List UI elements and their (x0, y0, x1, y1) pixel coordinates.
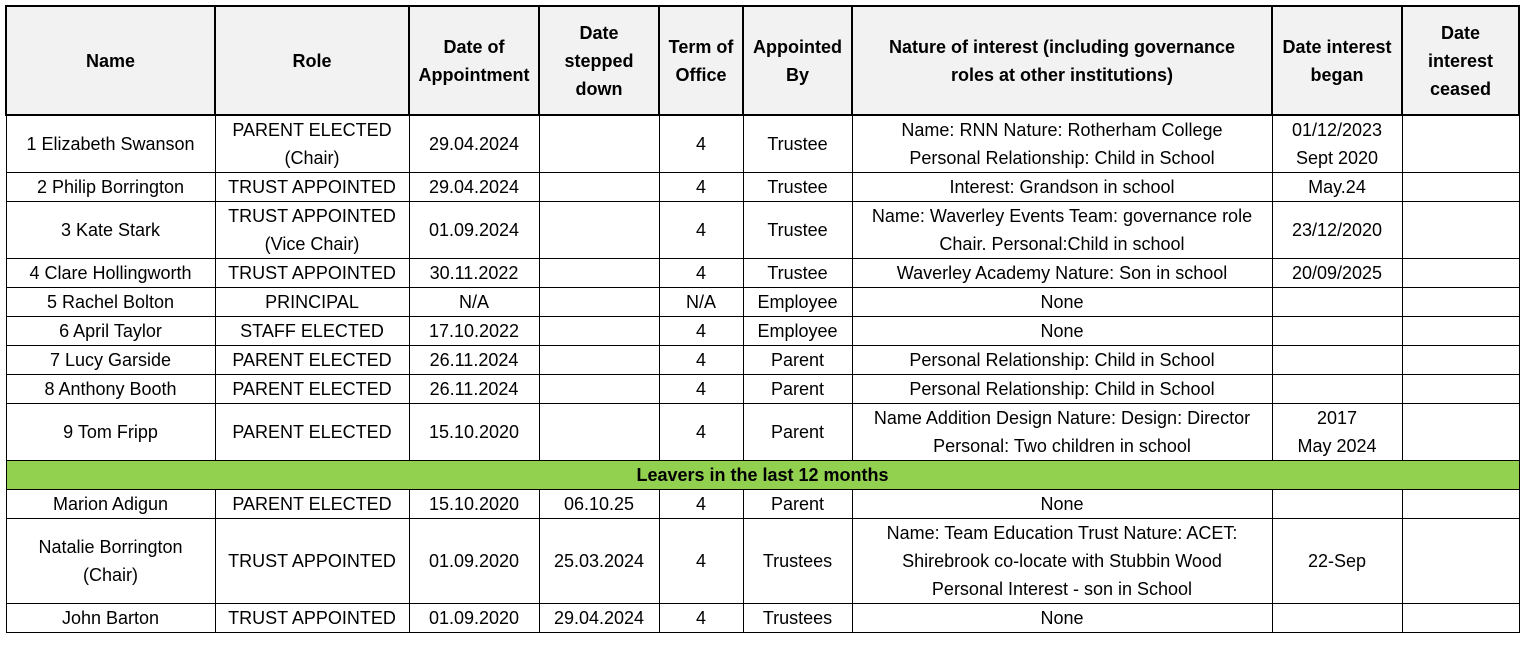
header-date-stepped-down: Date stepped down (539, 6, 659, 115)
header-appointed-by: Appointed By (743, 6, 852, 115)
cell-date-interest-ceased (1402, 202, 1519, 259)
cell-name-line: 1 Elizabeth Swanson (26, 134, 195, 154)
cell-date-stepped-down (539, 173, 659, 202)
cell-nature-of-interest (852, 404, 1272, 461)
header-row (6, 6, 1519, 115)
cell-nature-of-interest (852, 604, 1272, 633)
cell-date-stepped-down (539, 375, 659, 404)
cell-role (215, 288, 409, 317)
cell-date-interest-began (1272, 519, 1402, 604)
cell-date-interest-began-line: Sept 2020 (1295, 148, 1379, 168)
cell-appointed-by: Trustee (743, 259, 852, 288)
header-name: Name (6, 6, 215, 115)
cell-name-line: Natalie Borrington (38, 537, 183, 557)
cell-date-interest-ceased (1402, 317, 1519, 346)
cell-name-line: 6 April Taylor (59, 321, 162, 341)
header-date-interest-began: Date interest began (1272, 6, 1402, 115)
cell-date-interest-ceased (1402, 115, 1519, 173)
cell-appointed-by: Trustee (743, 173, 852, 202)
cell-nature-of-interest-line: None (1040, 292, 1084, 312)
cell-term-of-office: 4 (659, 346, 743, 375)
cell-name-line: 9 Tom Fripp (63, 422, 158, 442)
governors-register-table (5, 5, 1520, 633)
cell-date-stepped-down: 29.04.2024 (539, 604, 659, 633)
cell-date-of-appointment: 01.09.2020 (409, 604, 539, 633)
table-row (6, 173, 1519, 202)
cell-date-interest-began (1272, 288, 1402, 317)
cell-date-interest-ceased (1402, 173, 1519, 202)
cell-date-interest-ceased (1402, 259, 1519, 288)
cell-appointed-by: Parent (743, 490, 852, 519)
cell-name (6, 259, 215, 288)
cell-role-line: PARENT ELECTED (232, 379, 392, 399)
cell-date-interest-began-line: 20/09/2025 (1291, 263, 1383, 283)
cell-appointed-by: Employee (743, 317, 852, 346)
cell-date-stepped-down (539, 115, 659, 173)
cell-date-stepped-down (539, 288, 659, 317)
cell-nature-of-interest-line: Waverley Academy Nature: Son in school (896, 263, 1228, 283)
cell-role (215, 604, 409, 633)
table-row (6, 317, 1519, 346)
cell-date-of-appointment: 15.10.2020 (409, 490, 539, 519)
cell-date-interest-ceased (1402, 375, 1519, 404)
cell-role (215, 346, 409, 375)
cell-name (6, 288, 215, 317)
table-header (6, 6, 1519, 115)
cell-nature-of-interest-line: None (1040, 321, 1084, 341)
cell-nature-of-interest-line: Name Addition Design Nature: Design: Director (873, 408, 1251, 428)
table-row (6, 202, 1519, 259)
cell-date-stepped-down (539, 404, 659, 461)
cell-date-of-appointment: 15.10.2020 (409, 404, 539, 461)
cell-term-of-office: 4 (659, 519, 743, 604)
cell-nature-of-interest-line: Personal Relationship: Child in School (909, 350, 1215, 370)
cell-date-stepped-down (539, 259, 659, 288)
cell-appointed-by: Parent (743, 404, 852, 461)
cell-term-of-office: 4 (659, 173, 743, 202)
cell-date-interest-began (1272, 115, 1402, 173)
cell-name (6, 346, 215, 375)
table-row (6, 604, 1519, 633)
table-row (6, 519, 1519, 604)
cell-date-interest-began-line: 01/12/2023 (1291, 120, 1383, 140)
cell-role-line: PRINCIPAL (265, 292, 359, 312)
cell-name (6, 317, 215, 346)
table-row (6, 288, 1519, 317)
table-row (6, 346, 1519, 375)
cell-date-interest-ceased (1402, 404, 1519, 461)
cell-nature-of-interest (852, 317, 1272, 346)
cell-date-of-appointment: 26.11.2024 (409, 346, 539, 375)
cell-name-line: 5 Rachel Bolton (46, 292, 175, 312)
cell-date-interest-began-line: May 2024 (1297, 436, 1377, 456)
table-body (6, 115, 1519, 633)
cell-role (215, 202, 409, 259)
cell-term-of-office: 4 (659, 317, 743, 346)
cell-role-line: TRUST APPOINTED (228, 177, 396, 197)
cell-name (6, 173, 215, 202)
cell-nature-of-interest (852, 115, 1272, 173)
cell-date-interest-began-line: May.24 (1308, 177, 1366, 197)
cell-appointed-by: Trustees (743, 604, 852, 633)
cell-role-line: TRUST APPOINTED (228, 608, 396, 628)
header-term-of-office: Term of Office (659, 6, 743, 115)
cell-date-interest-began-line: 2017 (1316, 408, 1358, 428)
cell-role (215, 375, 409, 404)
cell-date-of-appointment: 29.04.2024 (409, 115, 539, 173)
cell-nature-of-interest-line: Name: Waverley Events Team: governance role (871, 206, 1253, 226)
header-date-of-appointment: Date of Appointment (409, 6, 539, 115)
cell-date-interest-ceased (1402, 490, 1519, 519)
table-row (6, 259, 1519, 288)
cell-nature-of-interest (852, 173, 1272, 202)
cell-date-of-appointment: 01.09.2020 (409, 519, 539, 604)
cell-date-of-appointment: 30.11.2022 (409, 259, 539, 288)
cell-term-of-office: 4 (659, 404, 743, 461)
cell-name (6, 604, 215, 633)
cell-date-stepped-down (539, 202, 659, 259)
cell-role-line: PARENT ELECTED (232, 494, 392, 514)
cell-nature-of-interest (852, 259, 1272, 288)
cell-name-line: 2 Philip Borrington (36, 177, 185, 197)
cell-role-line: TRUST APPOINTED (228, 206, 396, 226)
cell-nature-of-interest-line: Chair. Personal:Child in school (939, 234, 1185, 254)
cell-date-interest-ceased (1402, 346, 1519, 375)
cell-name (6, 490, 215, 519)
cell-role-line: PARENT ELECTED (232, 350, 392, 370)
cell-role (215, 490, 409, 519)
cell-role-line: TRUST APPOINTED (228, 551, 396, 571)
cell-appointed-by: Trustee (743, 202, 852, 259)
cell-name (6, 202, 215, 259)
cell-name (6, 519, 215, 604)
table-row (6, 404, 1519, 461)
header-nature-of-interest: Nature of interest (including governance roles at other institutions) (852, 6, 1272, 115)
cell-role (215, 173, 409, 202)
cell-nature-of-interest (852, 490, 1272, 519)
table-row (6, 375, 1519, 404)
cell-term-of-office: 4 (659, 115, 743, 173)
cell-date-stepped-down (539, 346, 659, 375)
cell-term-of-office: 4 (659, 375, 743, 404)
cell-role (215, 519, 409, 604)
cell-nature-of-interest-line: Interest: Grandson in school (949, 177, 1175, 197)
cell-date-interest-began-line: 23/12/2020 (1291, 220, 1383, 240)
cell-role-line: (Vice Chair) (264, 234, 360, 254)
cell-name-line: 8 Anthony Booth (44, 379, 177, 399)
cell-date-interest-ceased (1402, 519, 1519, 604)
header-date-interest-ceased: Date interest ceased (1402, 6, 1519, 115)
cell-date-of-appointment: N/A (409, 288, 539, 317)
cell-nature-of-interest-line: None (1040, 494, 1084, 514)
cell-appointed-by: Parent (743, 346, 852, 375)
cell-term-of-office: 4 (659, 202, 743, 259)
cell-name-line: John Barton (61, 608, 160, 628)
cell-date-interest-began (1272, 490, 1402, 519)
cell-date-stepped-down: 25.03.2024 (539, 519, 659, 604)
cell-role (215, 115, 409, 173)
cell-term-of-office: 4 (659, 604, 743, 633)
leavers-heading: Leavers in the last 12 months (6, 461, 1519, 490)
cell-name (6, 375, 215, 404)
cell-date-interest-ceased (1402, 288, 1519, 317)
cell-term-of-office: N/A (659, 288, 743, 317)
cell-role-line: TRUST APPOINTED (228, 263, 396, 283)
cell-date-interest-began (1272, 604, 1402, 633)
cell-role (215, 259, 409, 288)
cell-name (6, 404, 215, 461)
cell-nature-of-interest (852, 375, 1272, 404)
cell-date-interest-began (1272, 404, 1402, 461)
cell-date-of-appointment: 26.11.2024 (409, 375, 539, 404)
cell-nature-of-interest (852, 202, 1272, 259)
cell-name-line: 4 Clare Hollingworth (29, 263, 192, 283)
cell-nature-of-interest-line: Name: RNN Nature: Rotherham College (901, 120, 1223, 140)
cell-name (6, 115, 215, 173)
cell-role (215, 404, 409, 461)
cell-date-stepped-down: 06.10.25 (539, 490, 659, 519)
cell-role-line: STAFF ELECTED (240, 321, 384, 341)
cell-date-interest-began (1272, 375, 1402, 404)
cell-date-interest-began (1272, 259, 1402, 288)
cell-term-of-office: 4 (659, 490, 743, 519)
cell-nature-of-interest (852, 288, 1272, 317)
cell-date-of-appointment: 01.09.2024 (409, 202, 539, 259)
cell-date-stepped-down (539, 317, 659, 346)
leavers-section-row (6, 461, 1519, 490)
cell-date-of-appointment: 29.04.2024 (409, 173, 539, 202)
cell-nature-of-interest (852, 346, 1272, 375)
cell-nature-of-interest-line: Personal Relationship: Child in School (909, 379, 1215, 399)
cell-date-interest-began (1272, 173, 1402, 202)
cell-appointed-by: Trustees (743, 519, 852, 604)
cell-nature-of-interest-line: Personal: Two children in school (933, 436, 1191, 456)
cell-role-line: (Chair) (284, 148, 340, 168)
cell-role (215, 317, 409, 346)
cell-name-line: 3 Kate Stark (60, 220, 161, 240)
header-role: Role (215, 6, 409, 115)
cell-term-of-office: 4 (659, 259, 743, 288)
cell-name-line: 7 Lucy Garside (49, 350, 172, 370)
table-row (6, 115, 1519, 173)
cell-appointed-by: Parent (743, 375, 852, 404)
cell-date-interest-began-line: 22-Sep (1307, 551, 1367, 571)
cell-date-interest-began (1272, 317, 1402, 346)
cell-appointed-by: Trustee (743, 115, 852, 173)
cell-appointed-by: Employee (743, 288, 852, 317)
cell-nature-of-interest-line: Shirebrook co-locate with Stubbin Wood (902, 551, 1222, 571)
cell-name-line: Marion Adigun (52, 494, 169, 514)
cell-date-of-appointment: 17.10.2022 (409, 317, 539, 346)
cell-date-interest-began (1272, 202, 1402, 259)
cell-nature-of-interest-line: Personal Interest - son in School (931, 579, 1193, 599)
cell-date-interest-ceased (1402, 604, 1519, 633)
cell-role-line: PARENT ELECTED (232, 422, 392, 442)
cell-name-line: (Chair) (82, 565, 138, 585)
table-row (6, 490, 1519, 519)
cell-date-interest-began (1272, 346, 1402, 375)
cell-role-line: PARENT ELECTED (232, 120, 392, 140)
cell-nature-of-interest-line: Personal Relationship: Child in School (909, 148, 1215, 168)
cell-nature-of-interest-line: None (1040, 608, 1084, 628)
cell-nature-of-interest-line: Name: Team Education Trust Nature: ACET: (886, 523, 1238, 543)
cell-nature-of-interest (852, 519, 1272, 604)
